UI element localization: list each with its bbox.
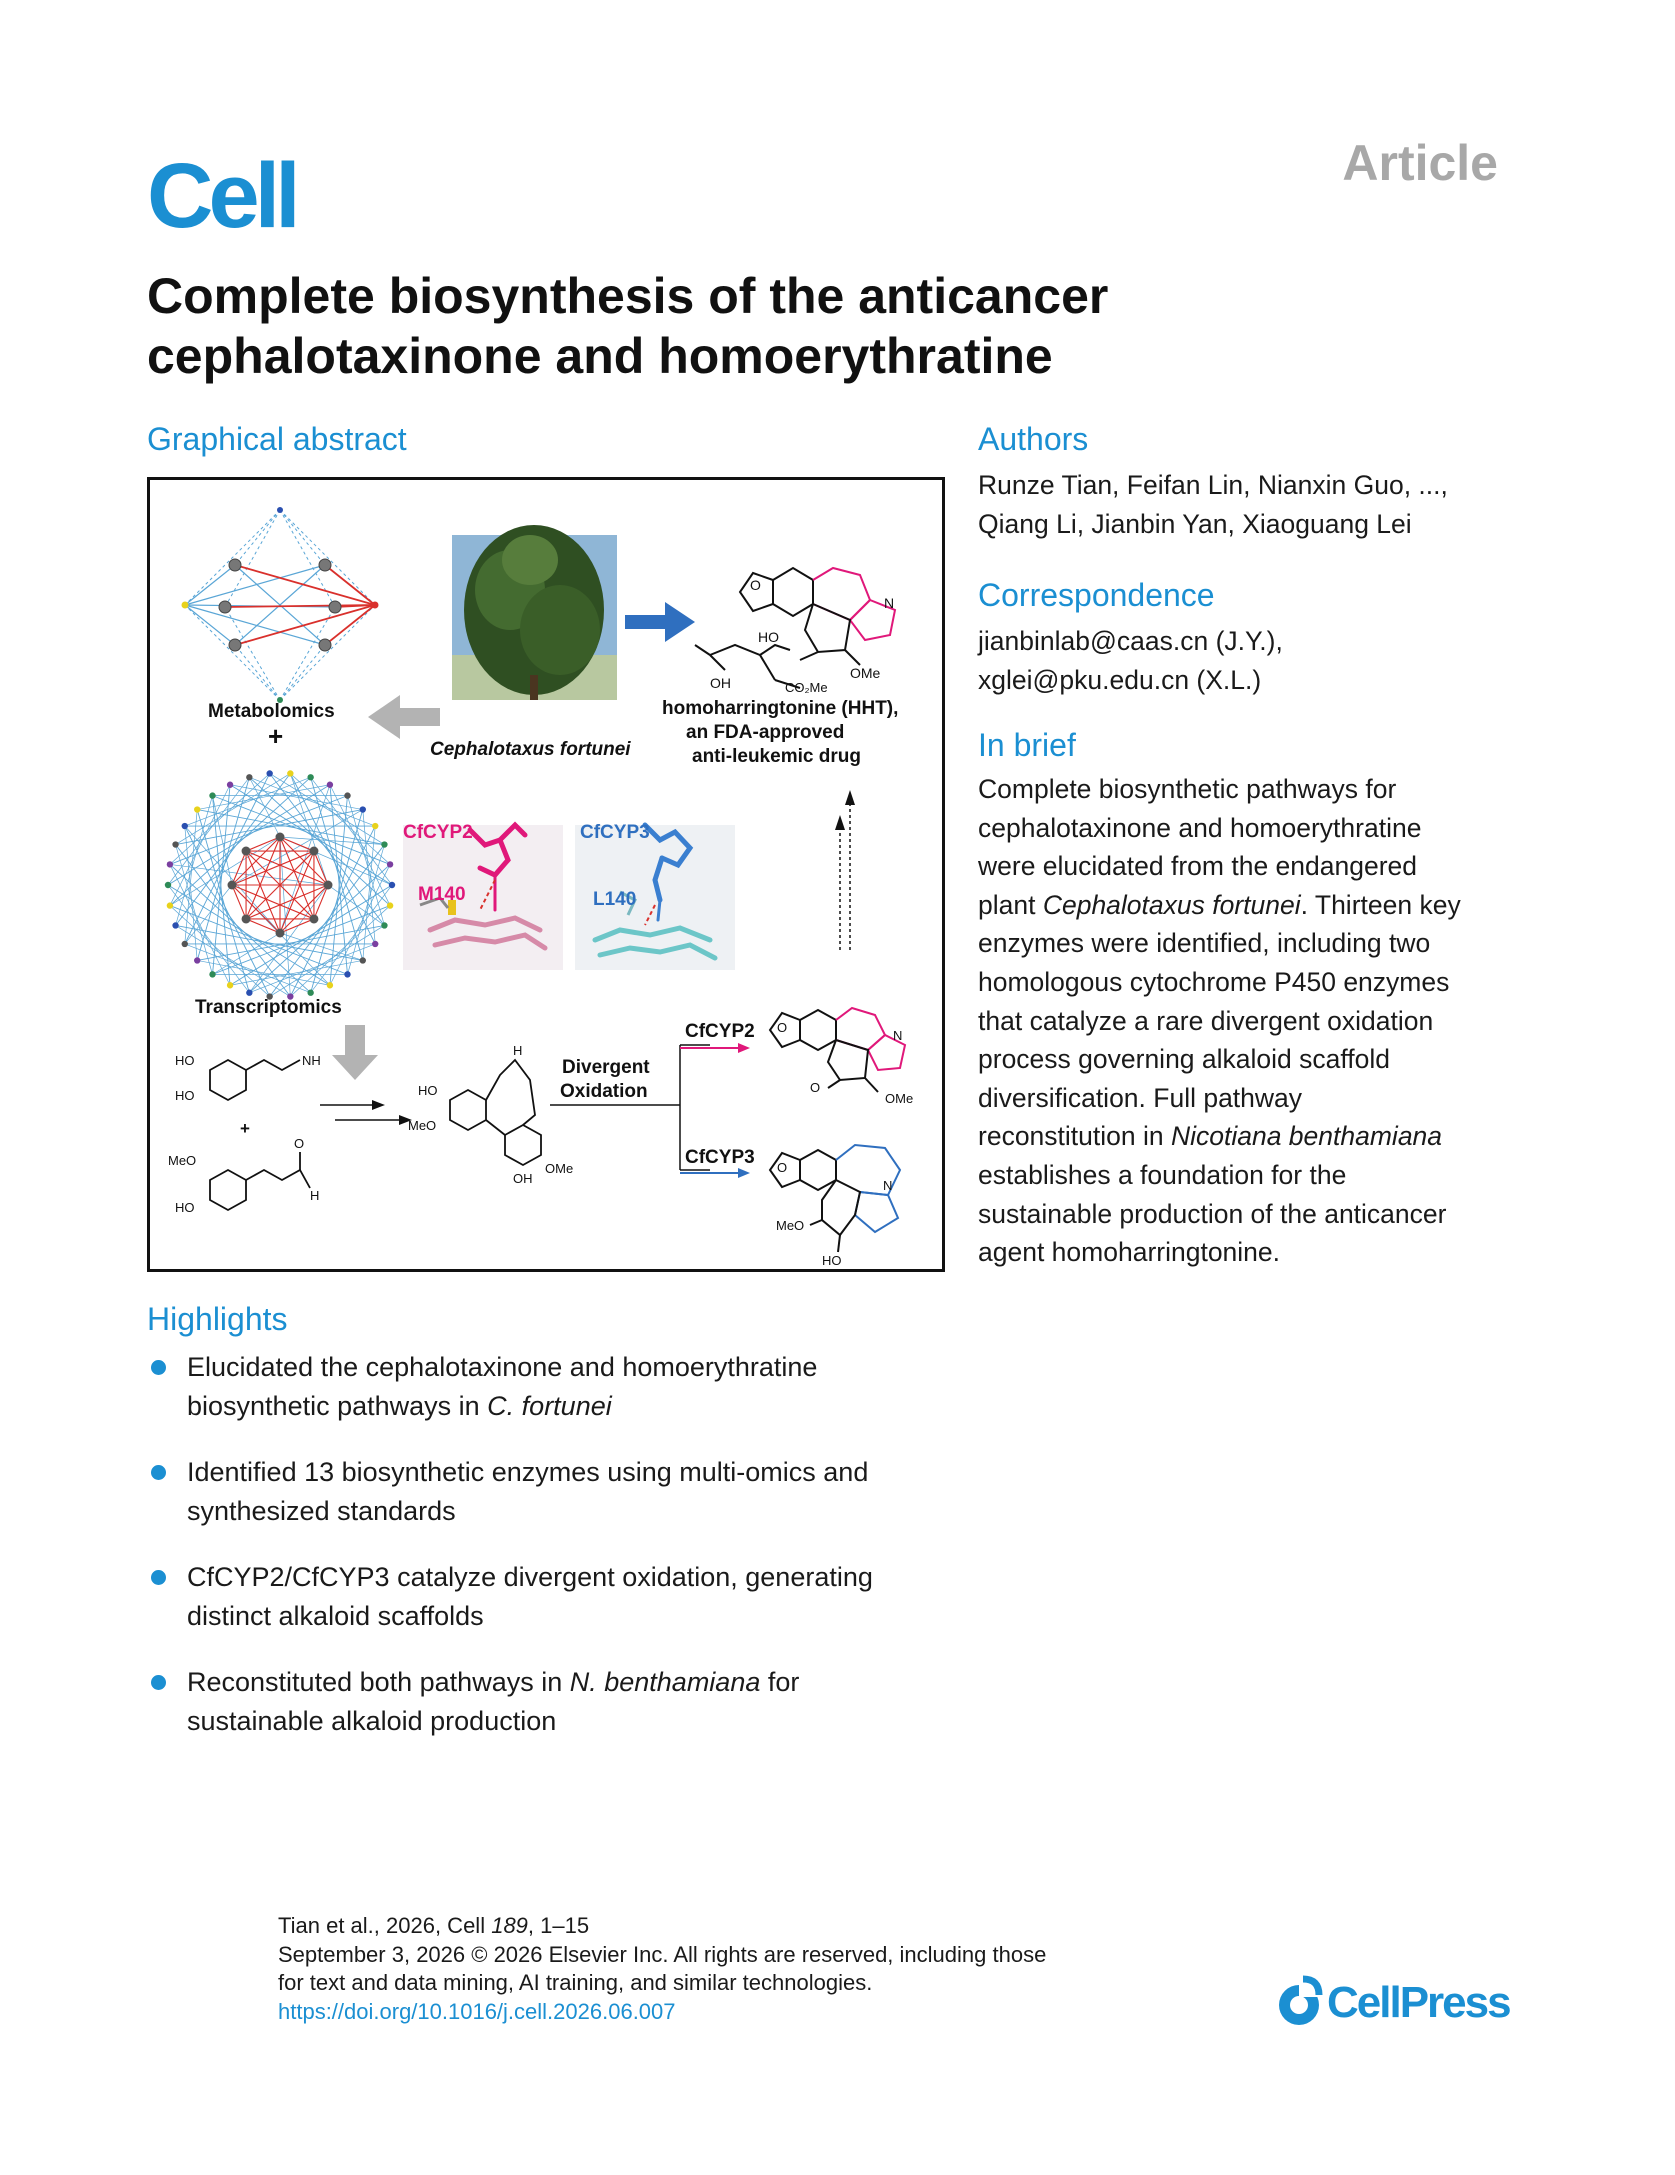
rights-line-2: for text and data mining, AI training, and similar technologies. [278, 1970, 873, 1995]
correspondence-emails [978, 622, 1498, 699]
title-line-1: Complete biosynthesis of the anticancer [147, 268, 1109, 324]
cellpress-mark-icon [1275, 1975, 1323, 2031]
authors-line-2: Qiang Li, Jianbin Yan, Xiaoguang Lei [978, 508, 1412, 539]
cfcyp2-arrow-label: CfCYP2 [685, 1021, 755, 1042]
ceph-oxo: O [810, 1080, 821, 1095]
highlight-item [147, 1348, 967, 1425]
highlight-text: synthesized standards [187, 1495, 456, 1526]
grey-down-arrow [332, 1025, 378, 1080]
in-brief-line: . Thirteen key [1300, 889, 1461, 920]
in-brief-heading: In brief [978, 727, 1076, 763]
hht-caption-line-2: an FDA-approved [686, 722, 845, 743]
aldehyde-meo: MeO [168, 1153, 197, 1168]
bullet-icon [151, 1675, 166, 1690]
plus-sign: + [268, 721, 284, 751]
authors-list [978, 466, 1498, 543]
in-brief-line: Complete biosynthetic pathways for [978, 774, 1397, 804]
homo-meo: MeO [776, 1218, 805, 1233]
in-brief-host: Nicotiana benthamiana [1170, 1121, 1443, 1152]
divergent-label-1: Divergent [562, 1057, 650, 1078]
authors-heading: Authors [978, 421, 1089, 457]
bullet-icon [151, 1360, 166, 1375]
in-brief-line: sustainable production of the anticancer [978, 1198, 1447, 1229]
citation-pages: , 1–15 [527, 1913, 590, 1938]
correspondence-heading: Correspondence [978, 577, 1215, 613]
intermediate-ome: OMe [545, 1161, 574, 1176]
highlight-text: CfCYP2/CfCYP3 catalyze divergent oxidation, generating [187, 1562, 873, 1592]
in-brief-species: Cephalotaxus fortunei [1042, 889, 1301, 920]
in-brief-line: process governing alkaloid scaffold [978, 1044, 1390, 1075]
in-brief-line: agent homoharringtonine. [978, 1237, 1281, 1268]
highlight-item [147, 1453, 967, 1530]
cephalotaxinone-structure [770, 1008, 905, 1092]
bullet-icon [151, 1570, 166, 1585]
dopamine-structure [210, 1060, 300, 1100]
hht-n-label: N [884, 595, 895, 611]
highlight-text: distinct alkaloid scaffolds [187, 1600, 484, 1631]
homo-ho: HO [822, 1253, 842, 1268]
in-brief-line: plant [978, 889, 1043, 920]
intermediate-n: H [513, 1043, 523, 1058]
title-line-2: cephalotaxinone and homoerythratine [147, 328, 1053, 384]
in-brief-line: homologous cytochrome P450 enzymes [978, 966, 1450, 997]
cfcyp3-arrow-label: CfCYP3 [685, 1147, 755, 1168]
l140-residue-label: L140 [593, 889, 637, 910]
highlight-text: Identified 13 biosynthetic enzymes using multi-omics and [187, 1457, 869, 1487]
aldehyde-structure [210, 1152, 310, 1210]
in-brief-line: that catalyze a rare divergent oxidation [978, 1005, 1434, 1036]
highlights-heading: Highlights [147, 1301, 288, 1337]
hht-o-label: O [750, 577, 761, 593]
species-caption: Cephalotaxus fortunei [430, 739, 631, 760]
journal-logo: Cell [147, 145, 296, 247]
divergent-label-2: Oxidation [560, 1081, 648, 1102]
hht-caption-line-1: homoharringtonine (HHT), [662, 698, 899, 719]
dopamine-ho2: HO [175, 1088, 195, 1103]
transcriptomics-network-diagram [165, 770, 395, 999]
highlight-text: for [760, 1667, 800, 1697]
in-brief-text [978, 770, 1498, 1272]
homoerythratine-structure [770, 1145, 900, 1252]
homo-n: N [883, 1178, 893, 1193]
rights-line-1: September 3, 2026 © 2026 Elsevier Inc. All rights are reserved, including those [278, 1941, 1047, 1967]
intermediate-meo: MeO [408, 1118, 437, 1133]
graphical-abstract-figure [147, 477, 945, 1272]
cyp2-arrowhead [738, 1043, 750, 1053]
dopamine-ho1: HO [175, 1053, 195, 1068]
citation-footer [278, 1912, 1178, 2026]
cfcyp3-panel-label: CfCYP3 [580, 822, 650, 843]
doi-link[interactable]: https://doi.org/10.1016/j.cell.2026.06.007 [278, 1998, 676, 2024]
transcriptomics-label: Transcriptomics [195, 997, 342, 1018]
correspondence-line-1[interactable]: jianbinlab@caas.cn (J.Y.), [978, 626, 1283, 656]
homo-o: O [777, 1160, 788, 1175]
aldehyde-h: H [310, 1188, 320, 1203]
in-brief-line: were elucidated from the endangered [978, 851, 1418, 882]
reaction-arrows [320, 1105, 402, 1120]
article-title [147, 266, 1327, 386]
aldehyde-o: O [294, 1136, 305, 1151]
intermediate-oh: OH [513, 1171, 533, 1186]
highlight-text: Reconstituted both pathways in [187, 1667, 570, 1697]
hht-ome-label: OMe [850, 665, 881, 681]
in-brief-line: diversification. Full pathway [978, 1082, 1303, 1113]
aldehyde-ho: HO [175, 1200, 195, 1215]
graphical-abstract-svg [150, 480, 942, 1269]
hht-ho-label: HO [758, 629, 779, 645]
ceph-n: N [893, 1028, 903, 1043]
cellpress-wordmark: CellPress [1327, 1978, 1510, 2027]
authors-line-1: Runze Tian, Feifan Lin, Nianxin Guo, ..., [978, 470, 1448, 500]
article-type-label: Article [1342, 135, 1498, 191]
in-brief-line: enzymes were identified, including two [978, 928, 1431, 959]
in-brief-line: reconstitution in [978, 1121, 1171, 1152]
citation-volume: 189 [491, 1913, 528, 1938]
intermediate-ho: HO [418, 1083, 438, 1098]
graphical-abstract-heading: Graphical abstract [147, 421, 407, 457]
m140-residue-label: M140 [418, 884, 466, 905]
cyp3-arrowhead [738, 1168, 750, 1178]
in-brief-line: establishes a foundation for the [978, 1159, 1347, 1190]
citation-text: Tian et al., 2026, Cell [278, 1913, 492, 1938]
plus-sign-2: + [240, 1119, 250, 1138]
hht-oh-label: OH [710, 675, 731, 691]
correspondence-line-2[interactable]: xglei@pku.edu.cn (X.L.) [978, 664, 1262, 695]
intermediate-structure [450, 1060, 541, 1165]
metabolomics-network-diagram [182, 507, 379, 703]
highlight-item [147, 1663, 967, 1740]
hht-co2me-label: CO₂Me [785, 680, 828, 695]
highlight-item [147, 1558, 967, 1635]
grey-left-arrow [368, 695, 440, 739]
bullet-icon [151, 1465, 166, 1480]
ceph-ome: OMe [885, 1091, 914, 1106]
ceph-o: O [777, 1020, 788, 1035]
dopamine-nh2: NH [302, 1053, 321, 1068]
highlight-host: N. benthamiana [569, 1667, 761, 1697]
highlight-text: sustainable alkaloid production [187, 1705, 557, 1736]
hht-caption-line-3: anti-leukemic drug [692, 746, 861, 767]
highlight-text: Elucidated the cephalotaxinone and homoerythratine [187, 1352, 818, 1382]
in-brief-line: cephalotaxinone and homoerythratine [978, 812, 1422, 843]
highlight-species: C. fortunei [487, 1390, 612, 1421]
cephalotaxus-tree-photo [452, 525, 617, 700]
blue-right-arrow [625, 602, 695, 642]
highlight-text: biosynthetic pathways in [187, 1390, 488, 1421]
metabolomics-label: Metabolomics [208, 701, 335, 722]
cfcyp2-panel-label: CfCYP2 [403, 822, 473, 843]
